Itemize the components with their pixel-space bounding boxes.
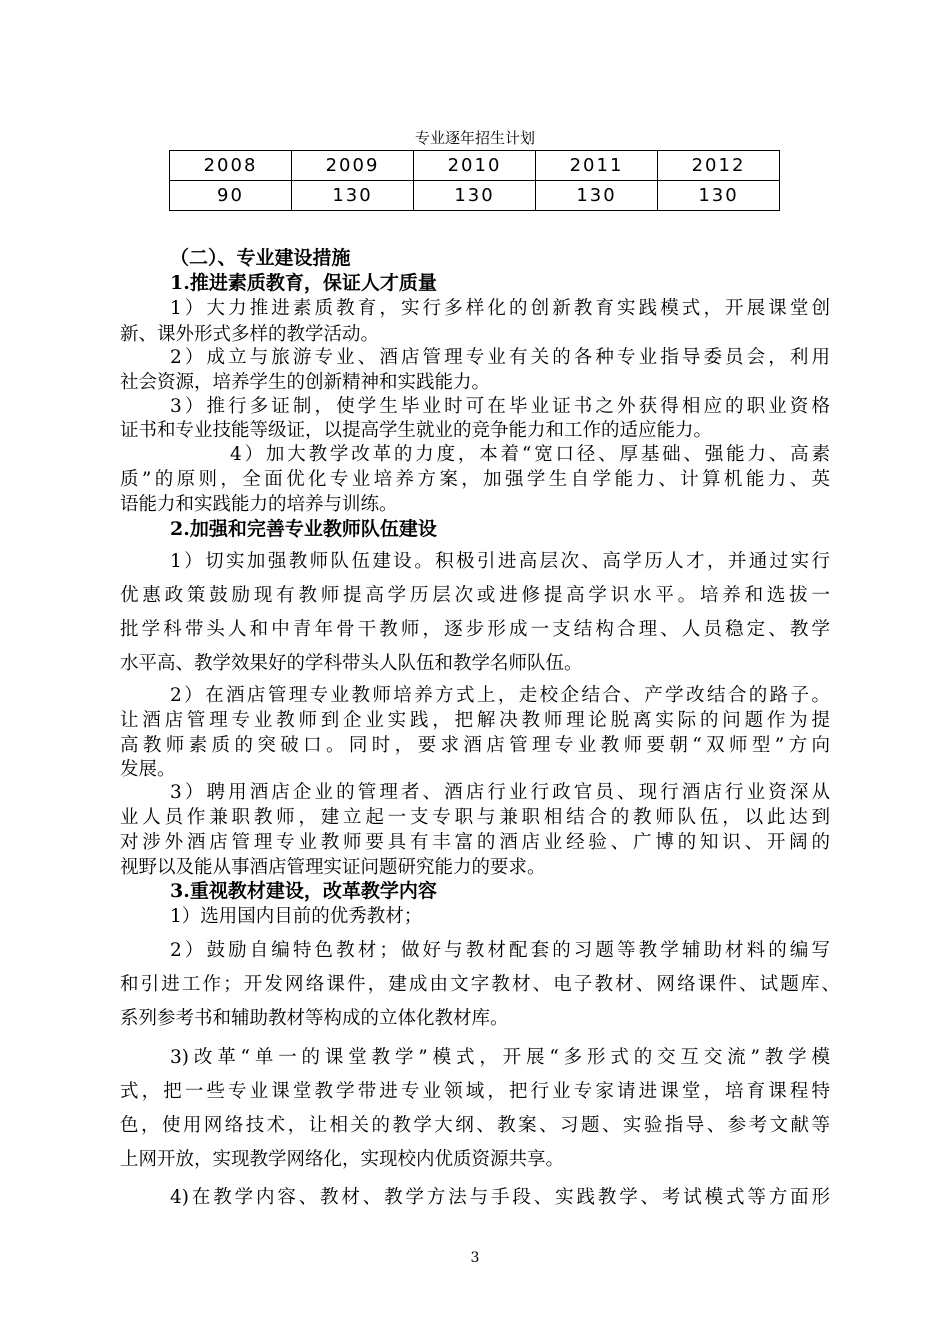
paragraph-line: 发展。 (120, 759, 176, 780)
paragraph-line: 对涉外酒店管理专业教师要具有丰富的酒店业经验、广博的知识、开阔的 (120, 832, 830, 853)
table-cell-value: 90 (170, 181, 292, 211)
paragraph-line: 2）成立与旅游专业、酒店管理专业有关的各种专业指导委员会，利用 (170, 347, 830, 368)
paragraph-line: 式，把一些专业课堂教学带进专业领域，把行业专家请进课堂，培育课程特 (120, 1081, 830, 1102)
paragraph-line: 1）大力推进素质教育，实行多样化的创新教育实践模式，开展课堂创 (170, 298, 830, 319)
paragraph-line: 业人员作兼职教师，建立起一支专职与兼职相结合的教师队伍，以此达到 (120, 807, 830, 828)
table-cell-year: 2012 (658, 151, 780, 181)
table-cell-year: 2010 (414, 151, 536, 181)
heading-1: 1.推进素质教育，保证人才质量 (170, 272, 437, 294)
paragraph-line: 新、课外形式多样的教学活动。 (120, 324, 380, 345)
heading-3: 3.重视教材建设，改革教学内容 (170, 880, 437, 902)
table-row (170, 181, 780, 211)
paragraph-line: 语能力和实践能力的培养与训练。 (120, 494, 398, 515)
paragraph-line: 上网开放，实现教学网络化，实现校内优质资源共享。 (120, 1149, 565, 1170)
table-cell-value: 130 (414, 181, 536, 211)
paragraph-line: 证书和专业技能等级证，以提高学生就业的竞争能力和工作的适应能力。 (120, 420, 713, 441)
paragraph-line: 和引进工作；开发网络课件，建成由文字教材、电子教材、网络课件、试题库、 (120, 974, 840, 995)
table-cell-year: 2011 (536, 151, 658, 181)
paragraph-line: 1）切实加强教师队伍建设。积极引进高层次、高学历人才，并通过实行 (170, 551, 830, 572)
paragraph-line: 2）在酒店管理专业教师培养方式上，走校企结合、产学改结合的路子。 (170, 685, 830, 706)
paragraph-line: 优惠政策鼓励现有教师提高学历层次或进修提高学识水平。培养和选拔一 (120, 585, 830, 606)
paragraph-line: 高教师素质的突破口。同时，要求酒店管理专业教师要朝“双师型”方向 (120, 735, 830, 756)
heading-2: 2.加强和完善专业教师队伍建设 (170, 518, 437, 540)
page-number: 3 (470, 1250, 480, 1266)
table-cell-value: 130 (658, 181, 780, 211)
paragraph-line: 1）选用国内目前的优秀教材； (170, 906, 423, 927)
paragraph-line: 4）加大教学改革的力度，本着“宽口径、厚基础、强能力、高素 (230, 444, 830, 465)
paragraph-line: 水平高、教学效果好的学科带头人队伍和教学名师队伍。 (120, 653, 583, 674)
paragraph-line: 2）鼓励自编特色教材；做好与教材配套的习题等教学辅助材料的编写 (170, 940, 830, 961)
paragraph-line: 系列参考书和辅助教材等构成的立体化教材库。 (120, 1008, 509, 1029)
table-cell-year: 2008 (170, 151, 292, 181)
paragraph-line: 视野以及能从事酒店管理实证问题研究能力的要求。 (120, 857, 546, 878)
table-caption: 专业逐年招生计划 (414, 129, 535, 147)
table-cell-value: 130 (536, 181, 658, 211)
paragraph-line: 让酒店管理专业教师到企业实践，把解决教师理论脱离实际的问题作为提 (120, 710, 830, 731)
paragraph-line: 3）聘用酒店企业的管理者、酒店行业行政官员、现行酒店行业资深从 (170, 782, 830, 803)
paragraph-line: 3）推行多证制，使学生毕业时可在毕业证书之外获得相应的职业资格 (170, 396, 830, 417)
paragraph-line: 4)在教学内容、教材、教学方法与手段、实践教学、考试模式等方面形 (170, 1187, 830, 1208)
table-cell-value: 130 (292, 181, 414, 211)
enrollment-plan-table (169, 150, 780, 211)
section-heading: （二）、专业建设措施 (170, 247, 351, 269)
table-header-row (170, 151, 780, 181)
paragraph-line: 质”的原则，全面优化专业培养方案，加强学生自学能力、计算机能力、英 (120, 469, 830, 490)
paragraph-line: 社会资源，培养学生的创新精神和实践能力。 (120, 372, 491, 393)
paragraph-line: 3)改革“单一的课堂教学”模式，开展“多形式的交互交流”教学模 (170, 1047, 830, 1068)
table-cell-year: 2009 (292, 151, 414, 181)
paragraph-line: 批学科带头人和中青年骨干教师，逐步形成一支结构合理、人员稳定、教学 (120, 619, 830, 640)
paragraph-line: 色，使用网络技术，让相关的教学大纲、教案、习题、实验指导、参考文献等 (120, 1115, 830, 1136)
